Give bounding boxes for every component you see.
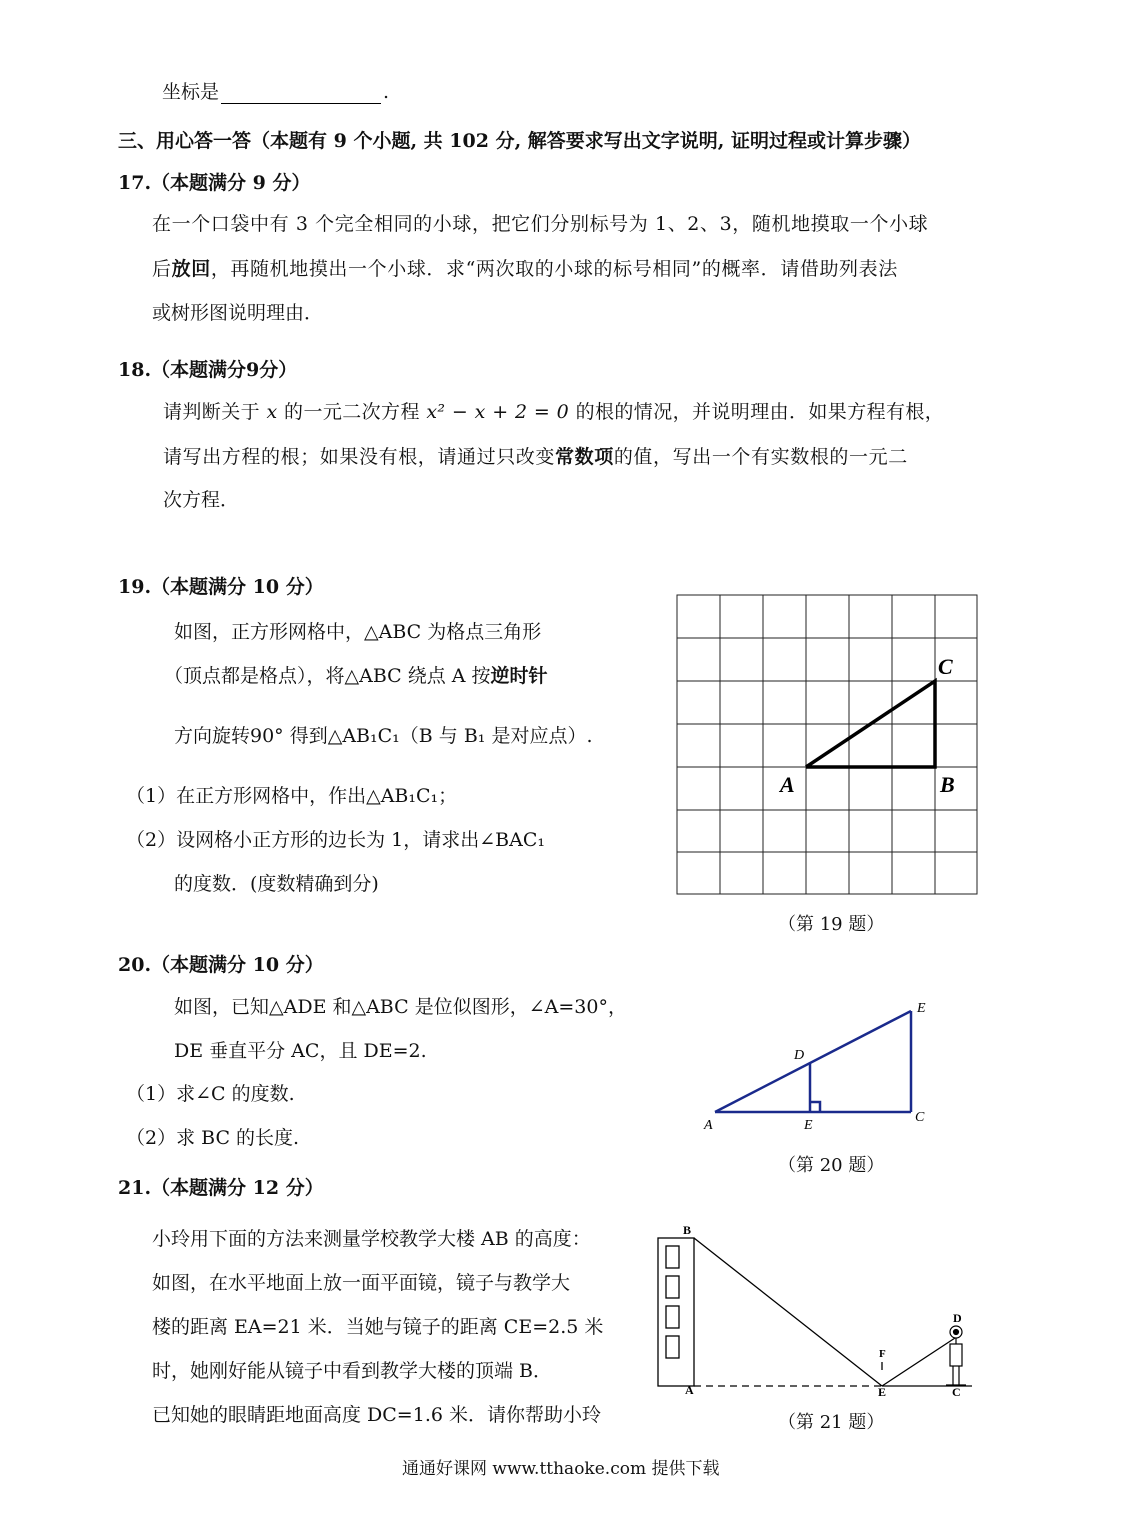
q19-line3: 方向旋转90° 得到△AB₁C₁（B 与 B₁ 是对应点）. bbox=[174, 725, 593, 747]
label-e: E bbox=[878, 1385, 887, 1399]
q21-line3: 楼的距离 EA=21 米．当她与镜子的距离 CE=2.5 米 bbox=[152, 1316, 604, 1338]
label-d: D bbox=[953, 1311, 962, 1325]
coordinate-line: 坐标是 . bbox=[162, 81, 390, 103]
q20-caption: （第 20 题） bbox=[778, 1155, 885, 1176]
equation: x² − x + 2 = 0 bbox=[426, 401, 570, 423]
building bbox=[658, 1238, 694, 1386]
label-c: C bbox=[938, 654, 953, 679]
q21-title: 21.（本题满分 12 分） bbox=[118, 1177, 324, 1199]
q20-line2: DE 垂直平分 AC，且 DE=2. bbox=[174, 1040, 427, 1062]
q21-line1: 小玲用下面的方法来测量学校教学大楼 AB 的高度： bbox=[152, 1228, 591, 1250]
q19-grid-figure bbox=[672, 590, 984, 900]
q19-title: 19.（本题满分 10 分） bbox=[118, 576, 324, 598]
q17-line2: 后放回，再随机地摸出一个小球．求“两次取的小球的标号相同”的概率．请借助列表法 bbox=[152, 258, 898, 280]
q19-caption: （第 19 题） bbox=[778, 914, 885, 935]
label-e-bottom: E bbox=[804, 1118, 813, 1133]
q17-line3: 或树形图说明理由． bbox=[152, 302, 324, 324]
q20-figure bbox=[695, 995, 945, 1135]
label-a: A bbox=[685, 1383, 694, 1397]
section-heading: 三、用心答一答（本题有 9 个小题, 共 102 分, 解答要求写出文字说明, 证明过程或计算步骤） bbox=[118, 130, 922, 152]
q19-line2: （顶点都是格点），将△ABC 绕点 A 按逆时针 bbox=[164, 665, 548, 687]
q19-part1: （1）在正方形网格中，作出△AB₁C₁； bbox=[126, 785, 458, 807]
label-d: D bbox=[794, 1048, 805, 1063]
grid-lines bbox=[677, 595, 977, 894]
q19-part3: 的度数．(度数精确到分) bbox=[174, 873, 379, 895]
q18-line2: 请写出方程的根；如果没有根，请通过只改变常数项的值，写出一个有实数根的一元二 bbox=[163, 446, 908, 468]
q21-line5: 已知她的眼睛距地面高度 DC=1.6 米．请你帮助小玲 bbox=[152, 1404, 601, 1426]
label-a: A bbox=[780, 772, 795, 797]
q21-line4: 时，她刚好能从镜子中看到教学大楼的顶端 B． bbox=[152, 1360, 553, 1382]
q21-caption: （第 21 题） bbox=[778, 1412, 885, 1433]
q21-line2: 如图，在水平地面上放一面平面镜，镜子与教学大 bbox=[152, 1272, 571, 1294]
q20-title: 20.（本题满分 10 分） bbox=[118, 954, 324, 976]
q20-part1: （1）求∠C 的度数. bbox=[126, 1083, 295, 1105]
answer-blank[interactable] bbox=[221, 85, 381, 104]
q21-figure bbox=[650, 1220, 980, 1400]
label-e-top: E bbox=[917, 1001, 926, 1016]
label-b: B bbox=[683, 1223, 692, 1237]
girl-figure bbox=[946, 1326, 966, 1385]
q18-line1: 请判断关于 x 的一元二次方程 x² − x + 2 = 0 的根的情况，并说明理由．如果方程有根， bbox=[163, 401, 945, 423]
sight-lines bbox=[694, 1238, 972, 1386]
label-f: F bbox=[879, 1348, 886, 1360]
label-b: B bbox=[940, 772, 955, 797]
q18-line3: 次方程． bbox=[163, 489, 240, 511]
q17-title: 17.（本题满分 9 分） bbox=[118, 172, 311, 194]
q20-line1: 如图，已知△ADE 和△ABC 是位似图形，∠A=30°， bbox=[174, 996, 627, 1018]
q20-part2: （2）求 BC 的长度. bbox=[126, 1127, 300, 1149]
q19-line1: 如图，正方形网格中，△ABC 为格点三角形 bbox=[174, 621, 542, 643]
q17-line1: 在一个口袋中有 3 个完全相同的小球，把它们分别标号为 1、2、3，随机地摸取一个小球 bbox=[152, 213, 929, 235]
footer-text: 通通好课网 www.tthaoke.com 提供下载 bbox=[402, 1459, 720, 1479]
label-c: C bbox=[952, 1385, 961, 1399]
label-c: C bbox=[915, 1110, 925, 1125]
q19-part2: （2）设网格小正方形的边长为 1，请求出∠BAC₁ bbox=[126, 829, 545, 851]
similar-triangles bbox=[715, 1011, 911, 1112]
label-a: A bbox=[704, 1118, 713, 1133]
q18-title: 18.（本题满分9分） bbox=[118, 359, 298, 381]
